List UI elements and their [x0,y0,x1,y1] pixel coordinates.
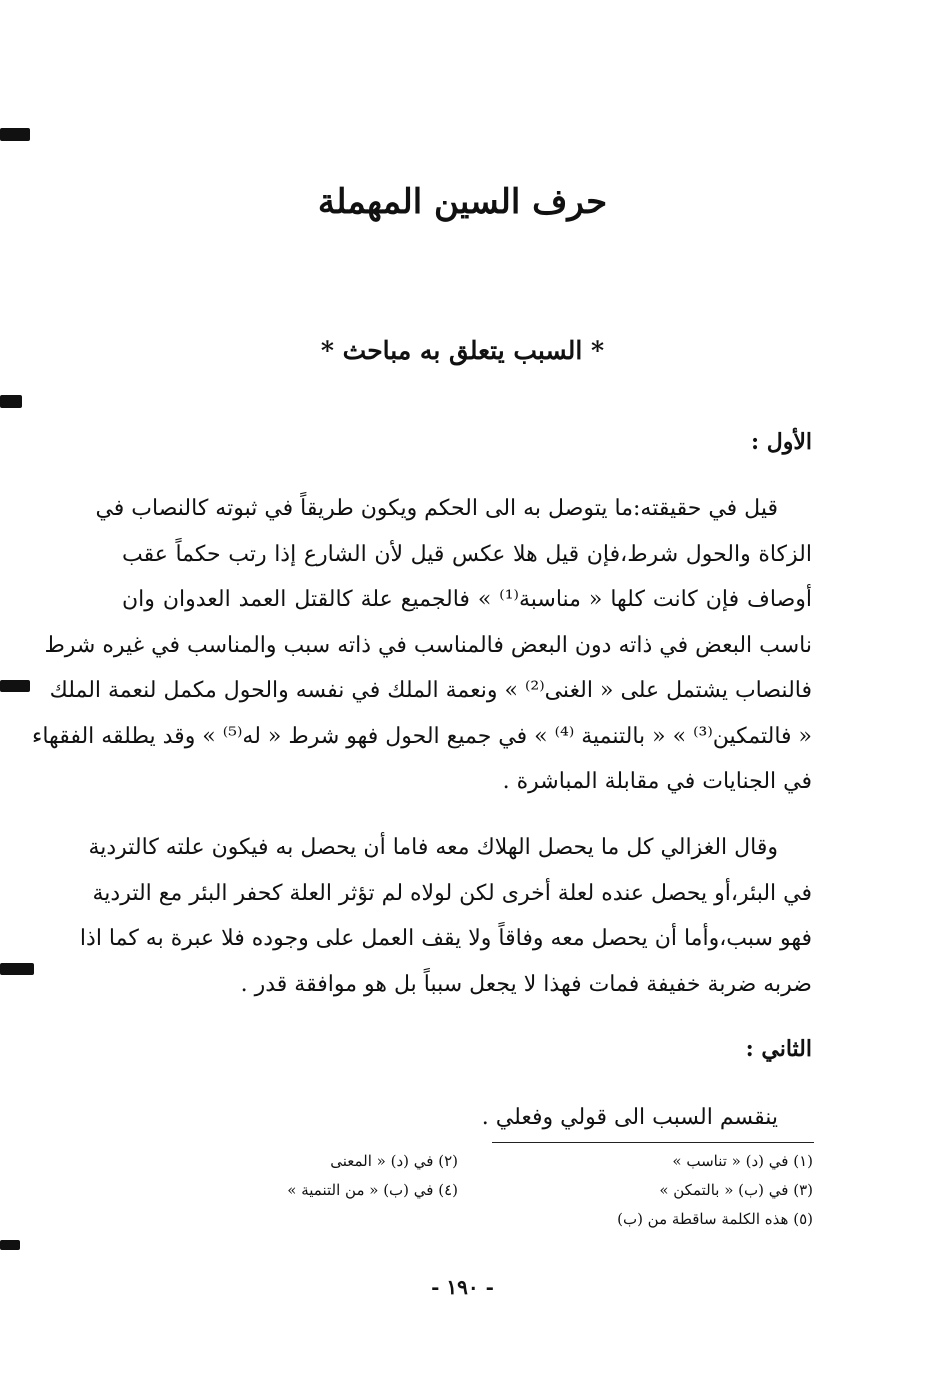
first-paragraph [32,486,812,805]
text-line: الزكاة والحول شرط،فإن قيل هلا عكس قيل لأن الشارع إذا رتب حكماً عقب [122,541,812,567]
scan-mark [0,128,30,141]
text-line: قيل في حقيقته:ما يتوصل به الى الحكم ويكون طريقاً في ثبوته كالنصاب في [95,496,778,521]
text-line: في الجنايات في مقابلة المباشرة . [502,769,812,794]
scan-mark [0,680,30,692]
second-heading: الثاني : [745,1036,812,1062]
text-line: في البئر،أو يحصل عنده لعلة أخرى لكن لولاه لم تؤثر العلة كحفر البئر مع التردية [92,880,812,906]
text-line: ناسب البعض في ذاته دون البعض فالمناسب في ذاته سبب والمناسب في غيره شرط [44,632,812,658]
first-heading: الأول : [750,429,812,455]
footnote-3: (٣) في (ب) « بالتمكن » [659,1181,813,1199]
section-heading: * السبب يتعلق به مباحث * [320,336,605,365]
scan-mark [0,395,22,408]
footnote-divider [492,1142,814,1143]
text-line: ضربه ضربة خفيفة فمات فهذا لا يجعل سبباً بل هو موافقة قدر . [240,971,812,997]
footnote-4: (٤) في (ب) « من التنمية » [287,1181,458,1199]
text-line: فالنصاب يشتمل على « الغنى⁽²⁾ » ونعمة الملك في نفسه والحول مكمل لنعمة الملك [49,678,812,703]
chapter-title: حرف السين المهملة [317,182,608,222]
page-number: - ١٩٠ - [431,1275,494,1299]
text-line: فهو سبب،وأما أن يحصل معه وفاقاً ولا يقف العمل على وجوده فلا عبرة به كما اذا [79,926,812,951]
second-paragraph [79,825,812,1007]
footnote-2: (٢) في (د) « المعنى [330,1152,458,1170]
second-text [122,1095,812,1141]
footnote-1: (١) في (د) « تناسب » [672,1152,813,1170]
text-line: ينقسم السبب الى قولي وفعلي . [481,1105,778,1130]
footnote-5: (٥) هذه الكلمة ساقطة من (ب) [617,1210,813,1228]
text-line: « فالتمكين⁽³⁾ » « بالتنمية ⁽⁴⁾ » في جميع الحول فهو شرط « له⁽⁵⁾ » وقد يطلقه الفقهاء [32,723,812,749]
text-line: أوصاف فإن كانت كلها « مناسبة⁽¹⁾ » فالجميع علة كالقتل العمد العدوان وان [122,587,812,612]
scan-mark [0,1240,20,1250]
scan-mark [0,963,34,975]
text-line: وقال الغزالي كل ما يحصل الهلاك معه فاما أن يحصل به فيكون علته كالتردية [88,835,778,860]
